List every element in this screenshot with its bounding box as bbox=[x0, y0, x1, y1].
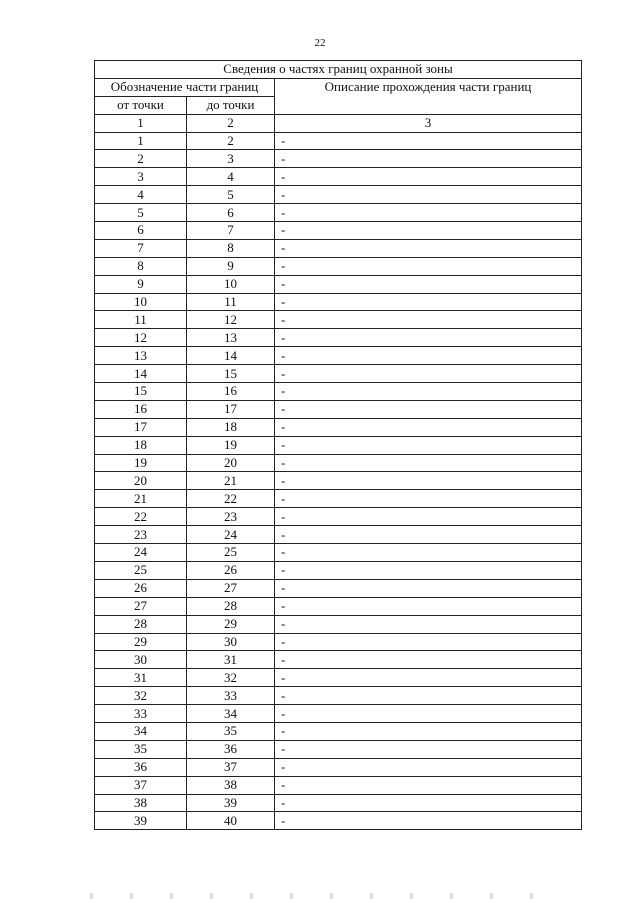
to-point-cell: 3 bbox=[187, 150, 275, 168]
from-point-cell: 27 bbox=[95, 597, 187, 615]
from-point-cell: 4 bbox=[95, 186, 187, 204]
table-row bbox=[95, 722, 582, 740]
to-point-cell: 26 bbox=[187, 561, 275, 579]
from-point-cell: 12 bbox=[95, 329, 187, 347]
from-point-cell: 39 bbox=[95, 812, 187, 830]
table-row bbox=[95, 454, 582, 472]
description-cell: - bbox=[275, 597, 582, 615]
description-cell: - bbox=[275, 293, 582, 311]
table-row bbox=[95, 150, 582, 168]
description-cell: - bbox=[275, 812, 582, 830]
index-cell: 1 bbox=[95, 114, 187, 132]
to-point-cell: 22 bbox=[187, 490, 275, 508]
from-point-cell: 9 bbox=[95, 275, 187, 293]
to-point-cell: 27 bbox=[187, 579, 275, 597]
description-cell: - bbox=[275, 186, 582, 204]
description-cell: - bbox=[275, 794, 582, 812]
from-point-cell: 31 bbox=[95, 669, 187, 687]
description-cell: - bbox=[275, 740, 582, 758]
description-cell: - bbox=[275, 168, 582, 186]
to-point-cell: 30 bbox=[187, 633, 275, 651]
description-cell: - bbox=[275, 222, 582, 240]
from-point-cell: 13 bbox=[95, 347, 187, 365]
to-point-cell: 34 bbox=[187, 705, 275, 723]
description-cell: - bbox=[275, 705, 582, 723]
description-cell: - bbox=[275, 150, 582, 168]
to-point-cell: 38 bbox=[187, 776, 275, 794]
from-point-cell: 34 bbox=[95, 722, 187, 740]
table-row bbox=[95, 544, 582, 562]
table-row bbox=[95, 490, 582, 508]
from-point-cell: 35 bbox=[95, 740, 187, 758]
description-cell: - bbox=[275, 275, 582, 293]
from-point-cell: 14 bbox=[95, 365, 187, 383]
table-row bbox=[95, 383, 582, 401]
to-point-cell: 23 bbox=[187, 508, 275, 526]
to-point-cell: 40 bbox=[187, 812, 275, 830]
description-cell: - bbox=[275, 472, 582, 490]
to-point-cell: 10 bbox=[187, 275, 275, 293]
from-point-cell: 6 bbox=[95, 222, 187, 240]
description-cell: - bbox=[275, 132, 582, 150]
to-point-cell: 7 bbox=[187, 222, 275, 240]
table-row bbox=[95, 669, 582, 687]
description-cell: - bbox=[275, 204, 582, 222]
description-cell: - bbox=[275, 454, 582, 472]
from-point-cell: 33 bbox=[95, 705, 187, 723]
to-point-cell: 2 bbox=[187, 132, 275, 150]
table-row bbox=[95, 776, 582, 794]
description-cell: - bbox=[275, 544, 582, 562]
from-point-cell: 2 bbox=[95, 150, 187, 168]
table-row bbox=[95, 293, 582, 311]
description-cell: - bbox=[275, 257, 582, 275]
to-point-cell: 20 bbox=[187, 454, 275, 472]
table-row bbox=[95, 347, 582, 365]
table-row bbox=[95, 400, 582, 418]
from-point-cell: 7 bbox=[95, 239, 187, 257]
to-point-cell: 13 bbox=[187, 329, 275, 347]
from-point-cell: 28 bbox=[95, 615, 187, 633]
to-point-cell: 8 bbox=[187, 239, 275, 257]
from-point-cell: 5 bbox=[95, 204, 187, 222]
col-from-header: от точки bbox=[95, 96, 187, 114]
to-point-cell: 36 bbox=[187, 740, 275, 758]
from-point-cell: 23 bbox=[95, 526, 187, 544]
table-row bbox=[95, 275, 582, 293]
from-point-cell: 19 bbox=[95, 454, 187, 472]
footer-scan-artifact bbox=[90, 893, 540, 899]
description-cell: - bbox=[275, 776, 582, 794]
from-point-cell: 22 bbox=[95, 508, 187, 526]
to-point-cell: 29 bbox=[187, 615, 275, 633]
to-point-cell: 15 bbox=[187, 365, 275, 383]
table-row bbox=[95, 633, 582, 651]
description-cell: - bbox=[275, 651, 582, 669]
description-cell: - bbox=[275, 633, 582, 651]
to-point-cell: 5 bbox=[187, 186, 275, 204]
from-point-cell: 17 bbox=[95, 418, 187, 436]
table-row bbox=[95, 597, 582, 615]
col-group-header: Обозначение части границ bbox=[95, 78, 275, 96]
table-row bbox=[95, 579, 582, 597]
description-cell: - bbox=[275, 400, 582, 418]
table-row bbox=[95, 365, 582, 383]
description-cell: - bbox=[275, 490, 582, 508]
index-row bbox=[95, 114, 582, 132]
description-cell: - bbox=[275, 418, 582, 436]
table-row bbox=[95, 186, 582, 204]
from-point-cell: 24 bbox=[95, 544, 187, 562]
to-point-cell: 14 bbox=[187, 347, 275, 365]
table-row bbox=[95, 204, 582, 222]
description-cell: - bbox=[275, 436, 582, 454]
table-row bbox=[95, 168, 582, 186]
from-point-cell: 18 bbox=[95, 436, 187, 454]
to-point-cell: 25 bbox=[187, 544, 275, 562]
table-row bbox=[95, 329, 582, 347]
table-row bbox=[95, 794, 582, 812]
description-cell: - bbox=[275, 687, 582, 705]
description-cell: - bbox=[275, 311, 582, 329]
description-cell: - bbox=[275, 579, 582, 597]
to-point-cell: 9 bbox=[187, 257, 275, 275]
from-point-cell: 20 bbox=[95, 472, 187, 490]
table-row bbox=[95, 239, 582, 257]
description-cell: - bbox=[275, 329, 582, 347]
from-point-cell: 36 bbox=[95, 758, 187, 776]
to-point-cell: 18 bbox=[187, 418, 275, 436]
table-row bbox=[95, 705, 582, 723]
table-row bbox=[95, 526, 582, 544]
from-point-cell: 15 bbox=[95, 383, 187, 401]
table-row bbox=[95, 472, 582, 490]
description-cell: - bbox=[275, 239, 582, 257]
to-point-cell: 28 bbox=[187, 597, 275, 615]
to-point-cell: 39 bbox=[187, 794, 275, 812]
from-point-cell: 37 bbox=[95, 776, 187, 794]
table-row bbox=[95, 615, 582, 633]
description-cell: - bbox=[275, 615, 582, 633]
boundary-table bbox=[94, 60, 582, 830]
to-point-cell: 12 bbox=[187, 311, 275, 329]
from-point-cell: 8 bbox=[95, 257, 187, 275]
from-point-cell: 32 bbox=[95, 687, 187, 705]
description-cell: - bbox=[275, 561, 582, 579]
from-point-cell: 30 bbox=[95, 651, 187, 669]
description-cell: - bbox=[275, 722, 582, 740]
to-point-cell: 24 bbox=[187, 526, 275, 544]
to-point-cell: 16 bbox=[187, 383, 275, 401]
from-point-cell: 26 bbox=[95, 579, 187, 597]
from-point-cell: 29 bbox=[95, 633, 187, 651]
index-cell: 3 bbox=[275, 114, 582, 132]
to-point-cell: 21 bbox=[187, 472, 275, 490]
from-point-cell: 25 bbox=[95, 561, 187, 579]
table-row bbox=[95, 222, 582, 240]
table-row bbox=[95, 132, 582, 150]
table-row bbox=[95, 758, 582, 776]
from-point-cell: 38 bbox=[95, 794, 187, 812]
to-point-cell: 33 bbox=[187, 687, 275, 705]
description-cell: - bbox=[275, 365, 582, 383]
to-point-cell: 31 bbox=[187, 651, 275, 669]
table-title: Сведения о частях границ охранной зоны bbox=[95, 61, 582, 79]
from-point-cell: 3 bbox=[95, 168, 187, 186]
table-row bbox=[95, 418, 582, 436]
to-point-cell: 11 bbox=[187, 293, 275, 311]
description-cell: - bbox=[275, 758, 582, 776]
description-cell: - bbox=[275, 669, 582, 687]
from-point-cell: 21 bbox=[95, 490, 187, 508]
from-point-cell: 1 bbox=[95, 132, 187, 150]
from-point-cell: 10 bbox=[95, 293, 187, 311]
to-point-cell: 35 bbox=[187, 722, 275, 740]
table-row bbox=[95, 561, 582, 579]
to-point-cell: 37 bbox=[187, 758, 275, 776]
table-row bbox=[95, 508, 582, 526]
col-desc-header: Описание прохождения части границ bbox=[275, 78, 582, 114]
table-row bbox=[95, 687, 582, 705]
description-cell: - bbox=[275, 526, 582, 544]
from-point-cell: 11 bbox=[95, 311, 187, 329]
to-point-cell: 4 bbox=[187, 168, 275, 186]
table-row bbox=[95, 651, 582, 669]
table-row bbox=[95, 257, 582, 275]
to-point-cell: 6 bbox=[187, 204, 275, 222]
from-point-cell: 16 bbox=[95, 400, 187, 418]
page-number: 22 bbox=[314, 37, 326, 49]
description-cell: - bbox=[275, 508, 582, 526]
to-point-cell: 32 bbox=[187, 669, 275, 687]
description-cell: - bbox=[275, 383, 582, 401]
col-to-header: до точки bbox=[187, 96, 275, 114]
to-point-cell: 19 bbox=[187, 436, 275, 454]
index-cell: 2 bbox=[187, 114, 275, 132]
table-row bbox=[95, 436, 582, 454]
description-cell: - bbox=[275, 347, 582, 365]
table-row bbox=[95, 311, 582, 329]
table-row bbox=[95, 740, 582, 758]
table-row bbox=[95, 812, 582, 830]
to-point-cell: 17 bbox=[187, 400, 275, 418]
